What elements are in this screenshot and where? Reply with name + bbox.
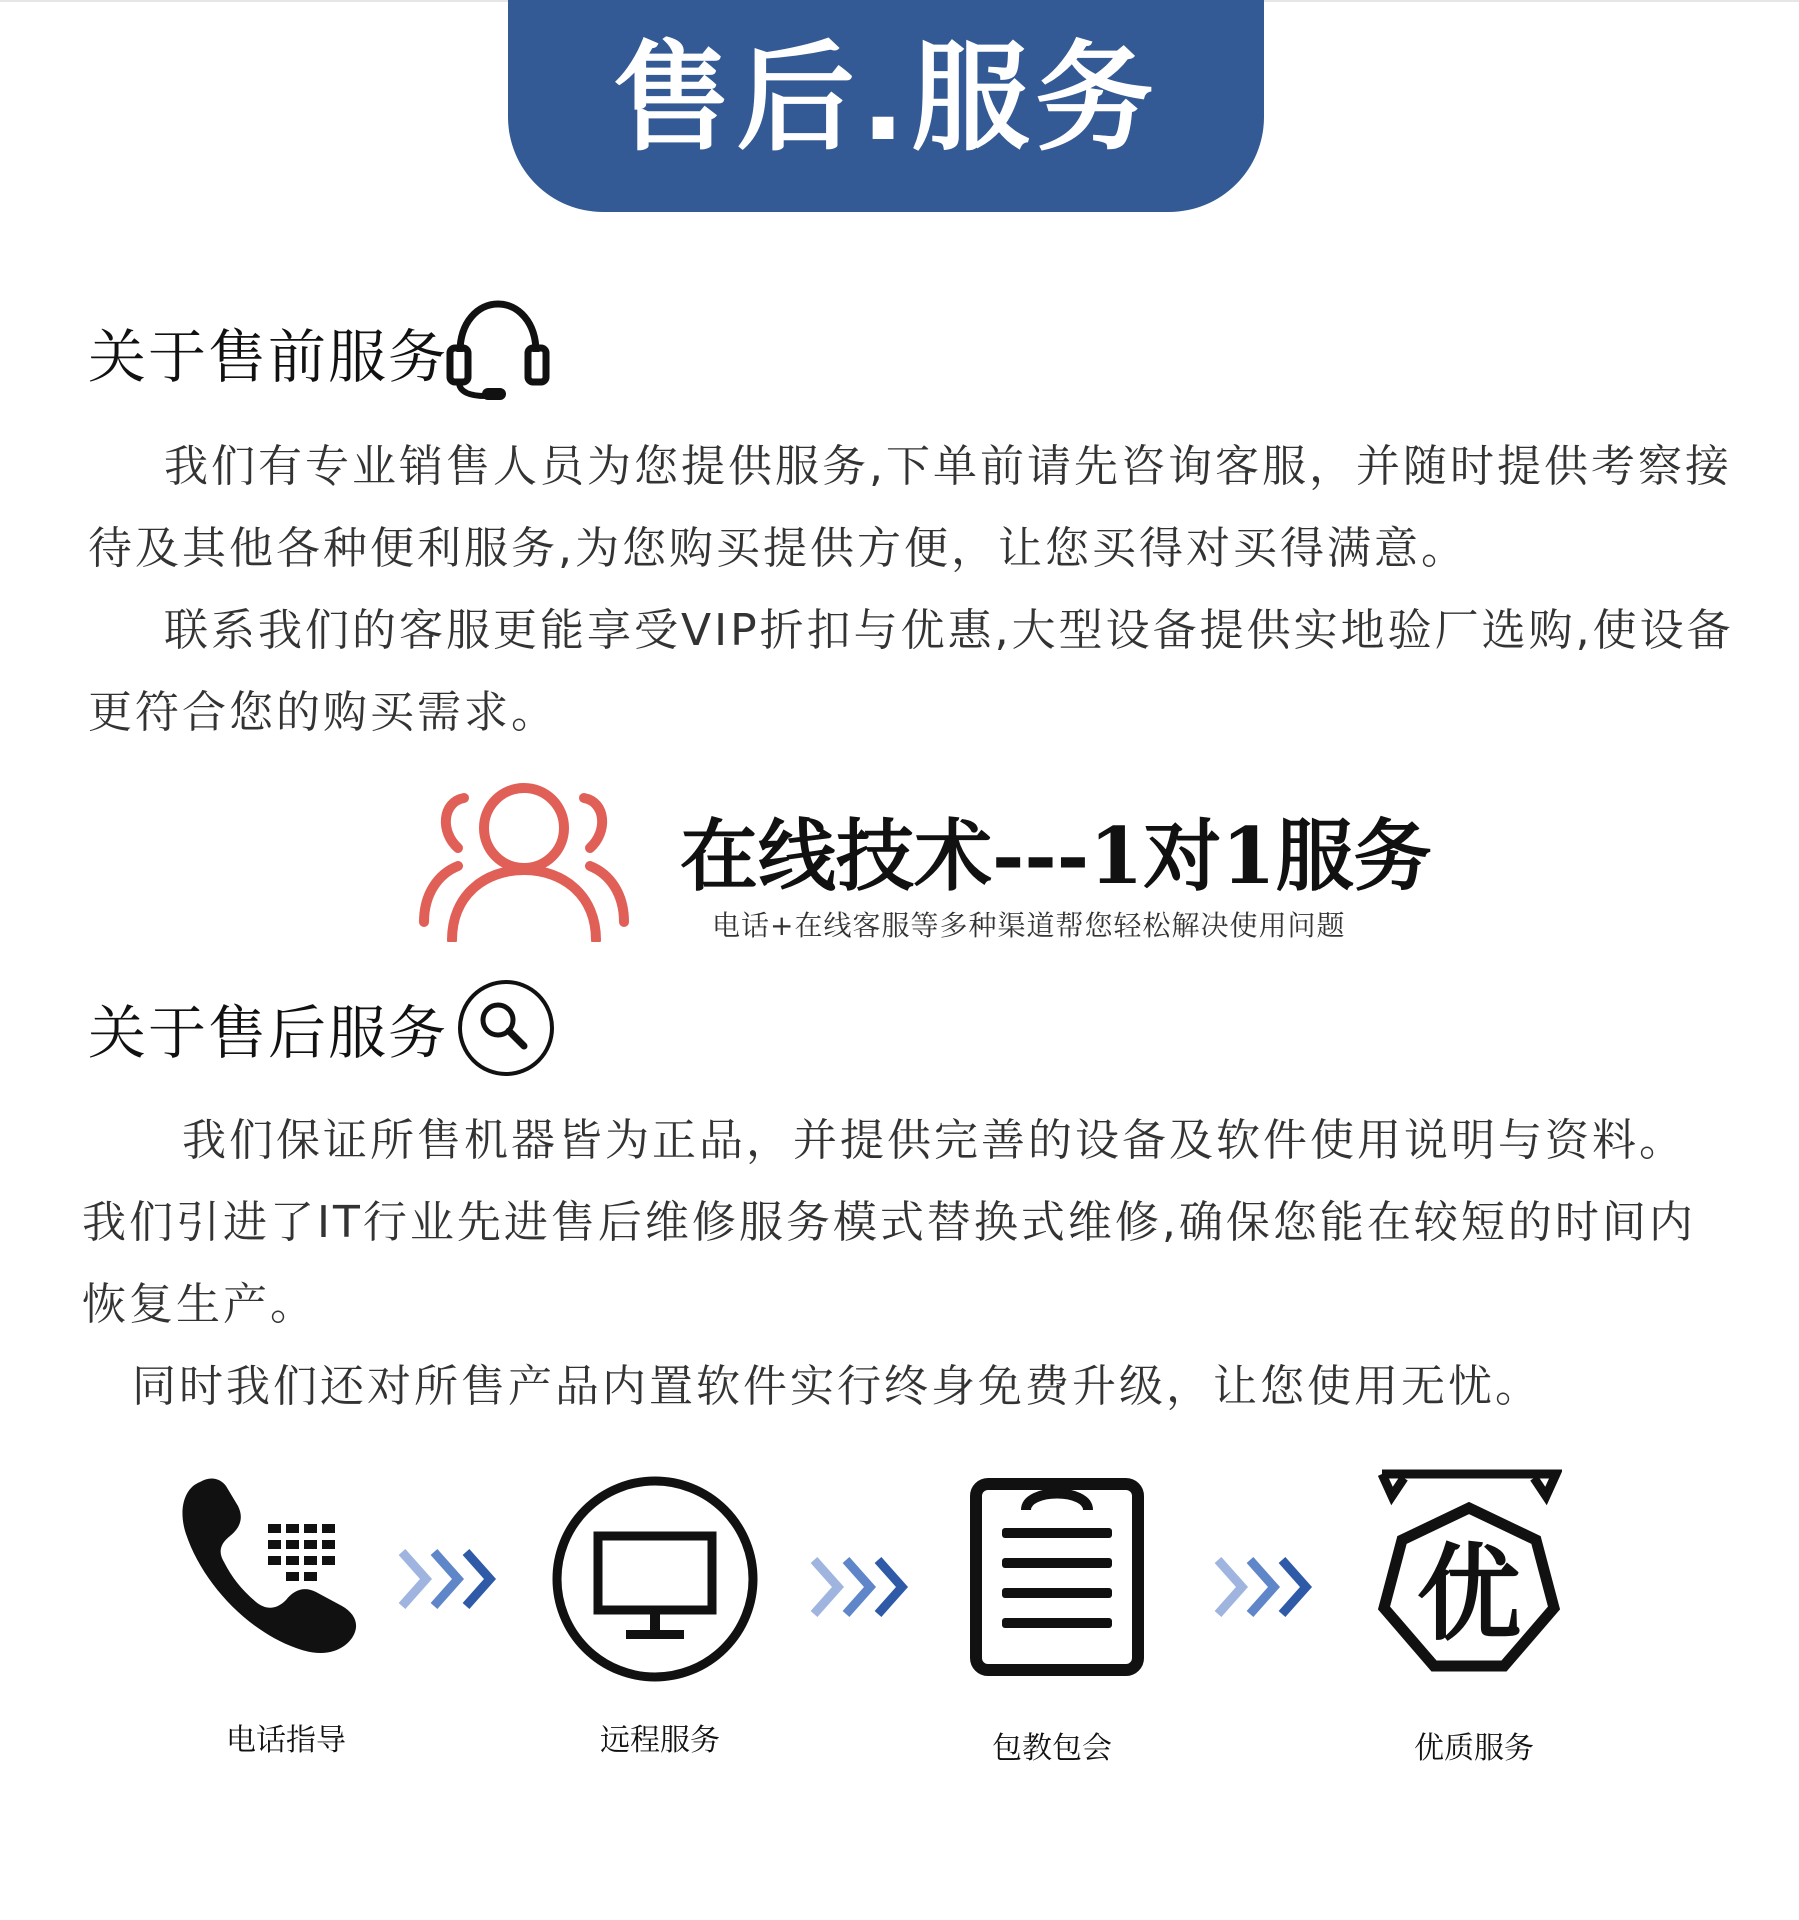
step-label-phone: 电话指导: [226, 1723, 346, 1758]
phone-icon: [176, 1474, 366, 1664]
quality-badge-icon: [1376, 1468, 1562, 1688]
people-icon: [418, 776, 630, 942]
presale-paragraph-1: 我们有专业销售人员为您提供服务,下单前请先咨询客服，并随时提供考察接待及其他各种便利服务,为您购买提供方便，让您买得对买得满意。: [88, 441, 1732, 574]
arrows-icon-2: [810, 1556, 920, 1618]
headset-icon: [442, 296, 554, 406]
aftersale-heading: 关于售后服务: [88, 999, 449, 1067]
monitor-icon: [550, 1474, 760, 1684]
aftersale-paragraph-1: 我们保证所售机器皆为正品，并提供完善的设备及软件使用说明与资料。: [182, 1115, 1686, 1166]
arrows-icon-3: [1214, 1556, 1324, 1618]
step-label-remote: 远程服务: [600, 1723, 720, 1758]
quality-badge-glyph: 优: [1416, 1533, 1522, 1655]
online-support-subtitle: 电话+在线客服等多种渠道帮您轻松解决使用问题: [712, 909, 1346, 942]
aftersale-paragraph-2: 我们引进了IT行业先进售后维修服务模式替换式维修,确保您能在较短的时间内恢复生产。: [82, 1197, 1696, 1330]
arrows-icon-1: [398, 1548, 508, 1610]
step-label-quality: 优质服务: [1414, 1731, 1534, 1766]
presale-heading: 关于售前服务: [88, 323, 449, 391]
banner-title: 售后.服务: [612, 29, 1160, 167]
magnifier-icon: [456, 978, 556, 1078]
online-support-title: 在线技术---1对1服务: [680, 811, 1432, 902]
document-icon: [966, 1474, 1148, 1680]
aftersale-paragraph-3: 同时我们还对所售产品内置软件实行终身免费升级，让您使用无忧。: [132, 1361, 1542, 1412]
presale-paragraph-2: 联系我们的客服更能享受VIP折扣与优惠,大型设备提供实地验厂选购,使设备更符合您的购买需求。: [88, 605, 1734, 738]
title-banner: [508, 0, 1264, 212]
step-label-training: 包教包会: [992, 1731, 1112, 1766]
